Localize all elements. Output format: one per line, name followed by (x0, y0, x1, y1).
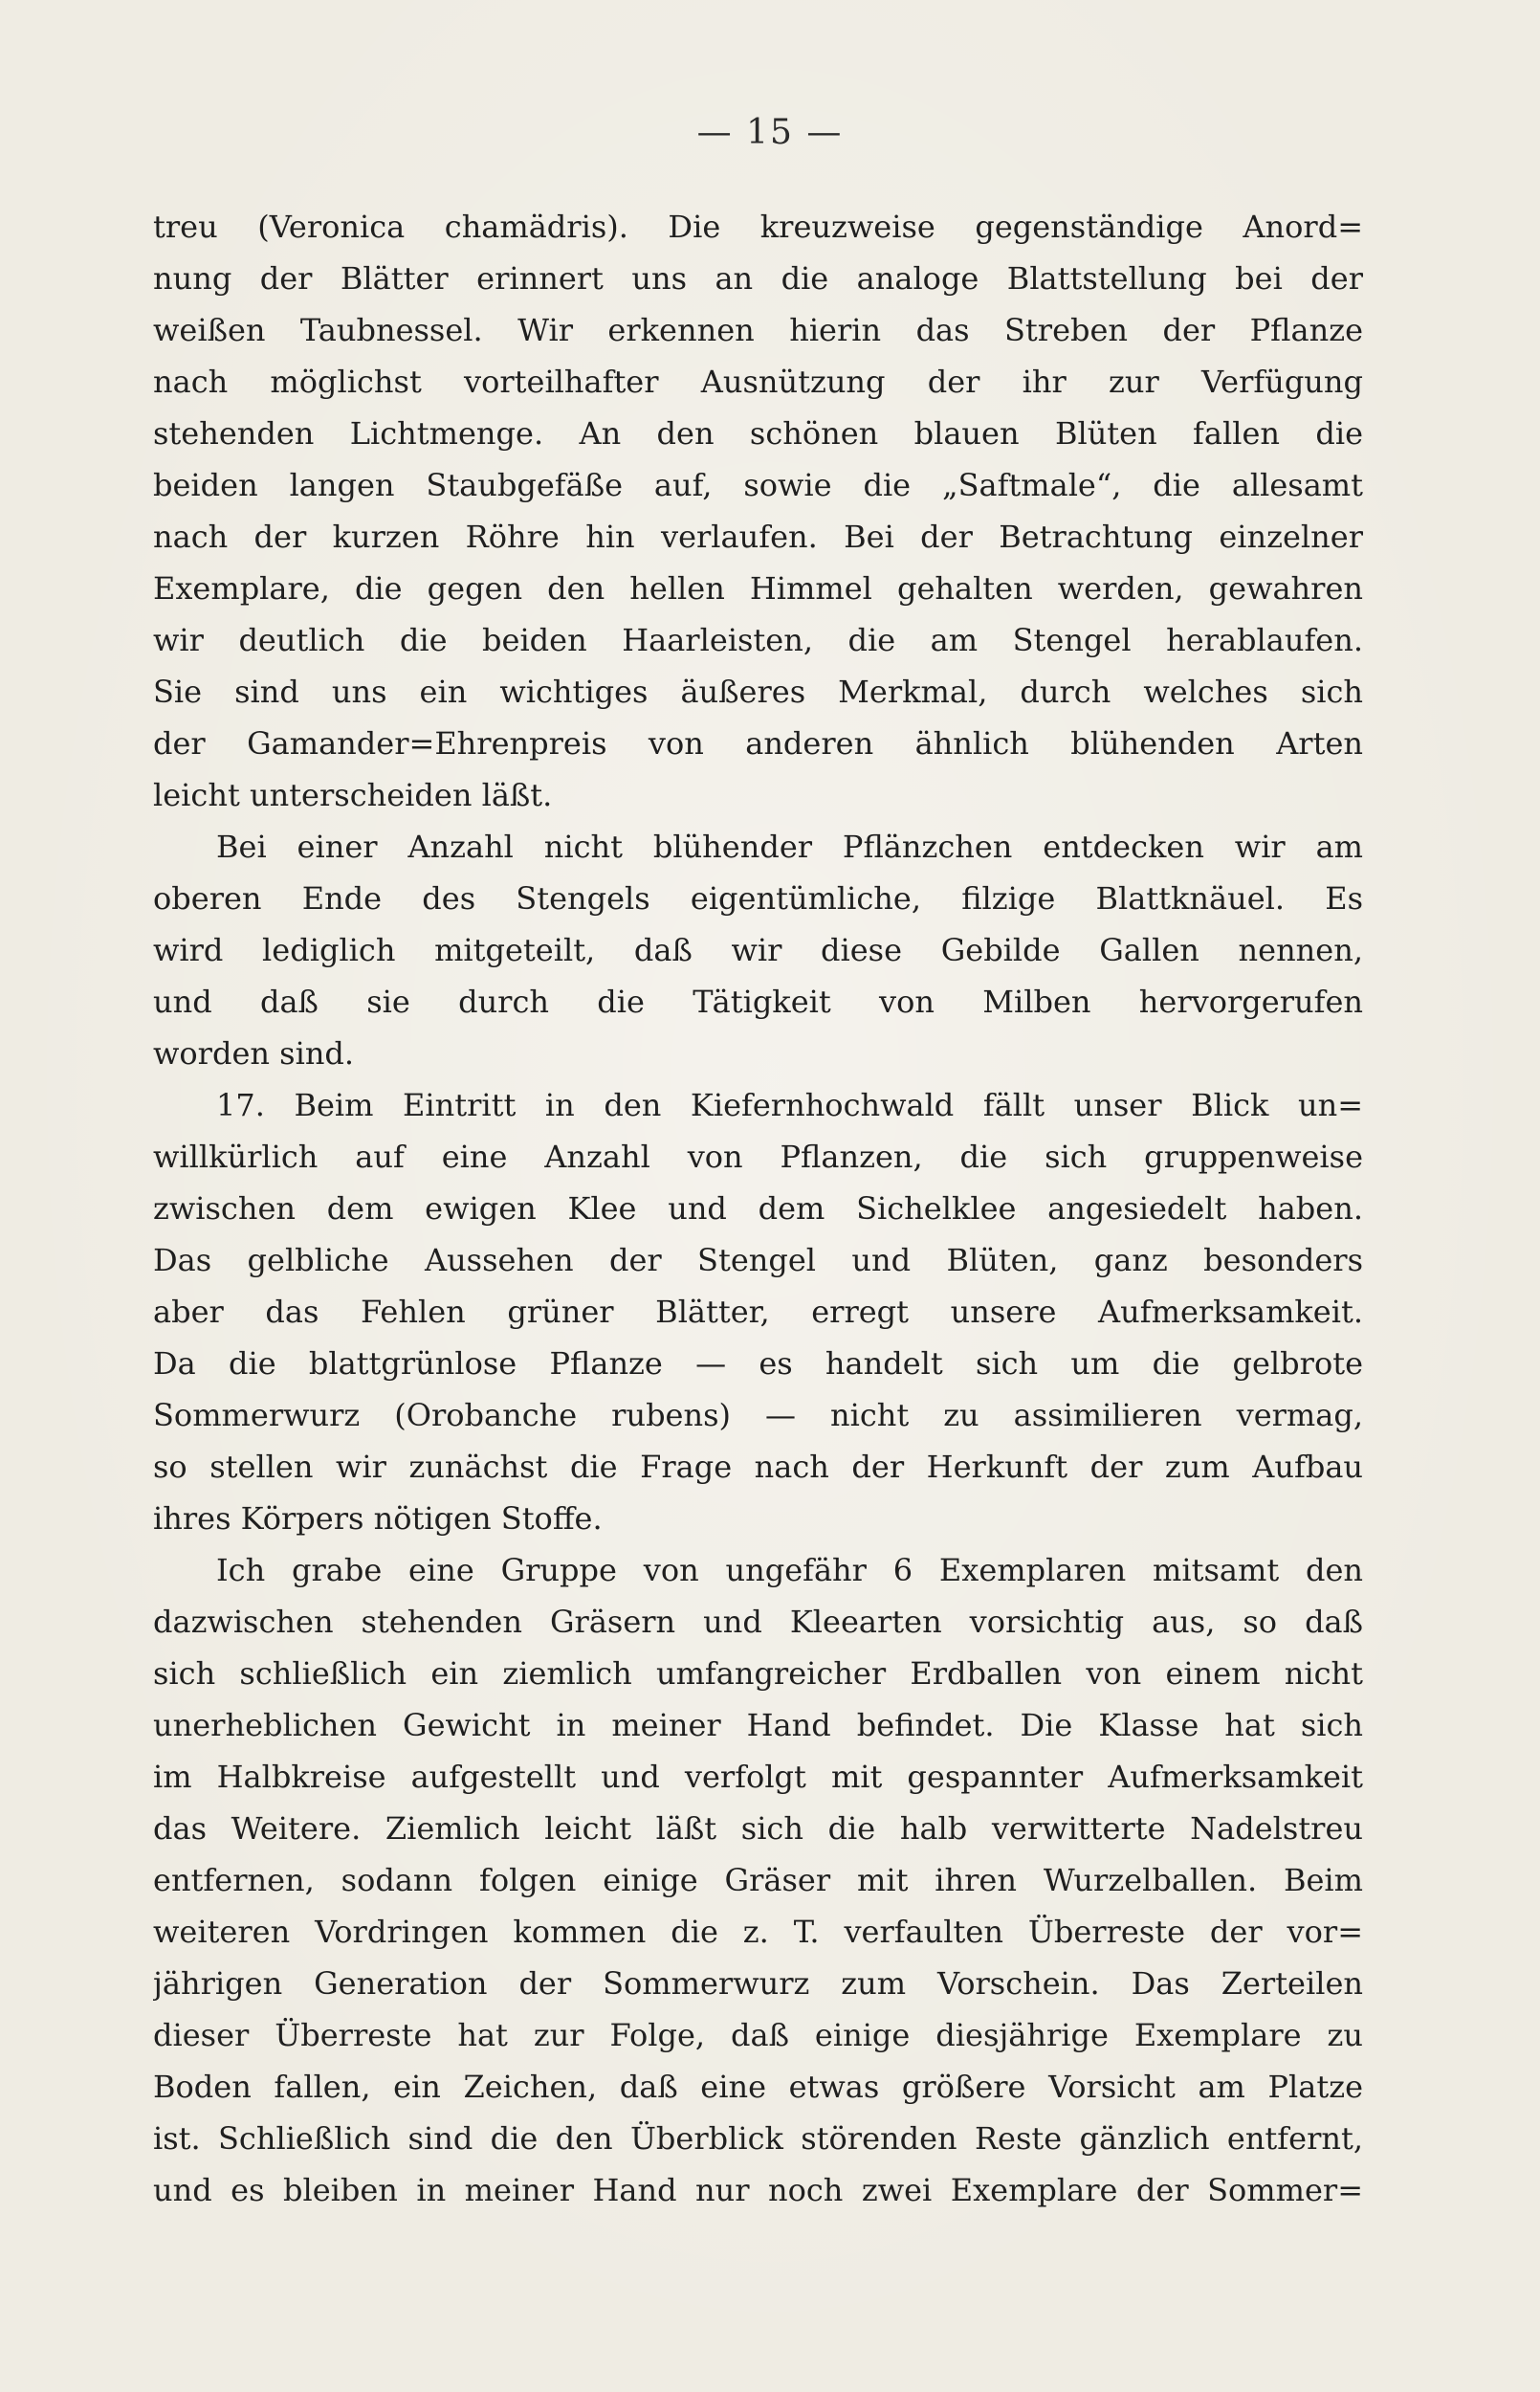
text-line: dieser Überreste hat zur Folge, daß einige diesjährige Exemplare zu (153, 2017, 1363, 2053)
text-line: das Weitere. Ziemlich leicht läßt sich die halb verwitterte Nadelstreu (153, 1810, 1363, 1847)
text-line: Ich grabe eine Gruppe von ungefähr 6 Exemplaren mitsamt den (216, 1552, 1363, 1588)
text-line: der Gamander=Ehrenpreis von anderen ähnlich blühenden Arten (153, 725, 1363, 762)
text-line: zwischen dem ewigen Klee und dem Sichelklee angesiedelt haben. (153, 1190, 1363, 1227)
text-line: wir deutlich die beiden Haarleisten, die am Stengel herablaufen. (153, 622, 1363, 658)
text-line: leicht unterscheiden läßt. (153, 777, 553, 813)
text-line: oberen Ende des Stengels eigentümliche, filzige Blattknäuel. Es (153, 880, 1363, 917)
text-line: weißen Taubnessel. Wir erkennen hierin das Streben der Pflanze (153, 312, 1363, 348)
text-line: dazwischen stehenden Gräsern und Kleearten vorsichtig aus, so daß (153, 1604, 1363, 1640)
text-line: 17. Beim Eintritt in den Kiefernhochwald fällt unser Blick un= (216, 1087, 1363, 1123)
text-line: nach möglichst vorteilhafter Ausnützung der ihr zur Verfügung (153, 364, 1363, 400)
text-line: willkürlich auf eine Anzahl von Pflanzen, die sich gruppenweise (153, 1139, 1363, 1175)
text-line: worden sind. (153, 1035, 355, 1072)
text-line: Boden fallen, ein Zeichen, daß eine etwas größere Vorsicht am Platze (153, 2069, 1363, 2105)
text-line: aber das Fehlen grüner Blätter, erregt unsere Aufmerksamkeit. (153, 1294, 1363, 1330)
text-line: sich schließlich ein ziemlich umfangreicher Erdballen von einem nicht (153, 1655, 1363, 1692)
text-line: ist. Schließlich sind die den Überblick störenden Reste gänzlich entfernt, (153, 2120, 1363, 2157)
text-line: Das gelbliche Aussehen der Stengel und Blüten, ganz besonders (153, 1242, 1363, 1278)
text-line: Da die blattgrünlose Pflanze — es handelt sich um die gelbrote (153, 1345, 1363, 1382)
text-line: und es bleiben in meiner Hand nur noch zwei Exemplare der Sommer= (153, 2172, 1363, 2208)
text-line: beiden langen Staubgefäße auf, sowie die „Saftmale“, die allesamt (153, 467, 1363, 503)
text-line: Sie sind uns ein wichtiges äußeres Merkmal, durch welches sich (153, 674, 1363, 710)
text-line: wird lediglich mitgeteilt, daß wir diese Gebilde Gallen nennen, (153, 932, 1363, 968)
text-line: nung der Blätter erinnert uns an die analoge Blattstellung bei der (153, 260, 1363, 297)
text-line: Exemplare, die gegen den hellen Himmel gehalten werden, gewahren (153, 570, 1363, 607)
text-line: entfernen, sodann folgen einige Gräser mit ihren Wurzelballen. Beim (153, 1862, 1363, 1898)
text-line: so stellen wir zunächst die Frage nach der Herkunft der zum Aufbau (153, 1449, 1363, 1485)
page-number: — 15 — (696, 113, 844, 152)
text-line: und daß sie durch die Tätigkeit von Milben hervorgerufen (153, 984, 1363, 1020)
text-line: stehenden Lichtmenge. An den schönen blauen Blüten fallen die (153, 415, 1363, 452)
text-line: ihres Körpers nötigen Stoffe. (153, 1500, 603, 1537)
text-line: weiteren Vordringen kommen die z. T. verfaulten Überreste der vor= (153, 1914, 1363, 1950)
text-line: jährigen Generation der Sommerwurz zum Vorschein. Das Zerteilen (153, 1965, 1363, 2002)
text-line: im Halbkreise aufgestellt und verfolgt mit gespannter Aufmerksamkeit (153, 1759, 1363, 1795)
text-line: nach der kurzen Röhre hin verlaufen. Bei der Betrachtung einzelner (153, 519, 1363, 555)
text-line: treu (Veronica chamädris). Die kreuzweise gegenständige Anord= (153, 209, 1363, 245)
body-text (153, 201, 1363, 2216)
text-line: Bei einer Anzahl nicht blühender Pflänzchen entdecken wir am (216, 829, 1363, 865)
text-line: unerheblichen Gewicht in meiner Hand befindet. Die Klasse hat sich (153, 1707, 1363, 1743)
text-line: Sommerwurz (Orobanche rubens) — nicht zu assimilieren vermag, (153, 1397, 1363, 1433)
